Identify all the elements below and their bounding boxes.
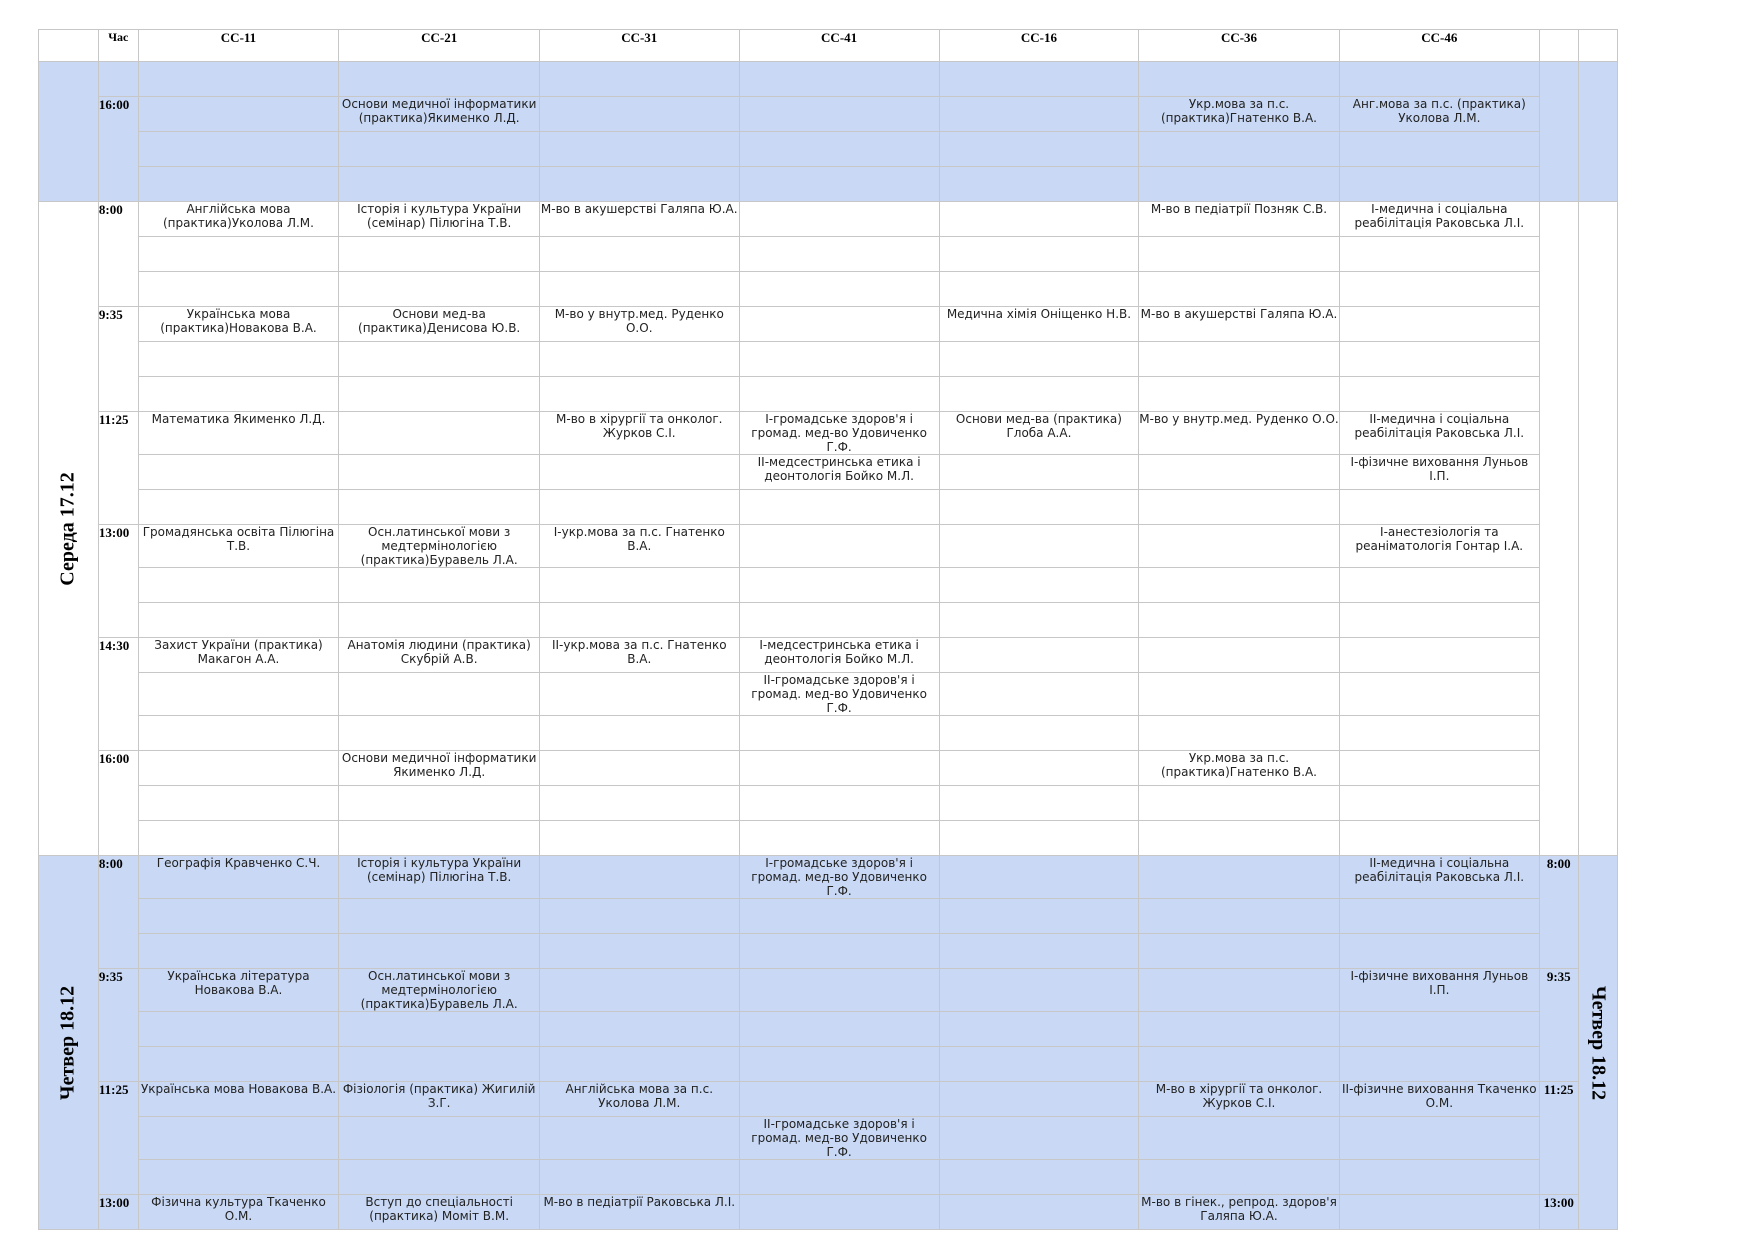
lesson-cell: Укр.мова за п.с. (практика)Гнатенко В.А.	[1139, 97, 1340, 132]
lesson-cell	[339, 1117, 540, 1160]
lesson-cell	[539, 603, 739, 638]
right-time-cell: 13:00	[1539, 1195, 1578, 1230]
lesson-cell	[339, 673, 540, 716]
lesson-cell	[138, 899, 339, 934]
day-cell	[39, 856, 99, 1230]
schedule-row	[39, 638, 1618, 673]
lesson-cell: Осн.латинської мови з медтермінологією (практика)Буравель Л.А.	[339, 525, 540, 568]
lesson-cell	[138, 934, 339, 969]
time-cell: 8:00	[98, 202, 138, 307]
lesson-cell	[739, 342, 939, 377]
lesson-cell: І-анестезіологія та реаніматологія Гонтар І.А.	[1339, 525, 1539, 568]
lesson-cell	[739, 202, 939, 237]
lesson-cell	[339, 132, 540, 167]
lesson-cell: ІІ-медсестринська етика і деонтологія Бойко М.Л.	[739, 455, 939, 490]
day-label: Середа 17.12	[56, 471, 79, 586]
schedule-row	[39, 97, 1618, 132]
schedule-row	[39, 786, 1618, 821]
lesson-cell	[539, 716, 739, 751]
lesson-cell	[539, 455, 739, 490]
lesson-cell	[339, 568, 540, 603]
lesson-cell: Українська мова (практика)Новакова В.А.	[138, 307, 339, 342]
right-day-cell	[1578, 856, 1617, 1230]
lesson-cell	[1139, 856, 1340, 899]
schedule-row	[39, 603, 1618, 638]
lesson-cell	[339, 716, 540, 751]
group-header: СС-46	[1339, 30, 1539, 62]
lesson-cell	[739, 1160, 939, 1195]
lesson-cell	[539, 1047, 739, 1082]
lesson-cell	[739, 821, 939, 856]
lesson-cell	[138, 1012, 339, 1047]
lesson-cell: ІІ-громадське здоров'я і громад. мед-во Удовиченко Г.Ф.	[739, 1117, 939, 1160]
schedule-row	[39, 1047, 1618, 1082]
lesson-cell: Укр.мова за п.с. (практика)Гнатенко В.А.	[1139, 751, 1340, 786]
time-cell: 14:30	[98, 638, 138, 751]
lesson-cell: Фізична культура Ткаченко О.М.	[138, 1195, 339, 1230]
group-header: СС-36	[1139, 30, 1340, 62]
time-cell: 13:00	[98, 1195, 138, 1230]
schedule-row	[39, 934, 1618, 969]
right-time-cell: 9:35	[1539, 969, 1578, 1082]
lesson-cell	[939, 1117, 1139, 1160]
schedule-row	[39, 525, 1618, 568]
lesson-cell	[739, 272, 939, 307]
lesson-cell	[739, 97, 939, 132]
lesson-cell	[939, 525, 1139, 568]
lesson-cell	[1339, 716, 1539, 751]
lesson-cell	[1139, 934, 1340, 969]
lesson-cell	[138, 1047, 339, 1082]
lesson-cell	[339, 342, 540, 377]
lesson-cell: Основи медичної інформатики Якименко Л.Д.	[339, 751, 540, 786]
lesson-cell	[939, 716, 1139, 751]
lesson-cell	[1139, 525, 1340, 568]
header-row	[39, 30, 1618, 62]
lesson-cell: Фізіологія (практика) Жигилій З.Г.	[339, 1082, 540, 1117]
lesson-cell	[939, 1082, 1139, 1117]
lesson-cell	[1339, 603, 1539, 638]
lesson-cell: Основи мед-ва (практика)Денисова Ю.В.	[339, 307, 540, 342]
lesson-cell	[339, 786, 540, 821]
schedule-row	[39, 132, 1618, 167]
schedule-row	[39, 1082, 1618, 1117]
schedule-row	[39, 237, 1618, 272]
lesson-cell	[1139, 568, 1340, 603]
lesson-cell	[939, 62, 1139, 97]
schedule-row	[39, 62, 1618, 97]
lesson-cell	[939, 856, 1139, 899]
lesson-cell	[1139, 638, 1340, 673]
schedule-row	[39, 1117, 1618, 1160]
lesson-cell	[539, 969, 739, 1012]
lesson-cell	[939, 568, 1139, 603]
lesson-cell	[1139, 167, 1340, 202]
lesson-cell: І-громадське здоров'я і громад. мед-во Удовиченко Г.Ф.	[739, 412, 939, 455]
lesson-cell	[739, 490, 939, 525]
schedule-row	[39, 568, 1618, 603]
lesson-cell	[1139, 1012, 1340, 1047]
header-right-day	[1578, 30, 1617, 62]
schedule-row	[39, 490, 1618, 525]
lesson-cell	[539, 1117, 739, 1160]
lesson-cell	[939, 342, 1139, 377]
lesson-cell	[739, 603, 939, 638]
lesson-cell	[1139, 272, 1340, 307]
lesson-cell: ІІ-медична і соціальна реабілітація Раковська Л.І.	[1339, 856, 1539, 899]
schedule-row	[39, 202, 1618, 237]
lesson-cell	[339, 821, 540, 856]
lesson-cell	[539, 934, 739, 969]
lesson-cell	[339, 899, 540, 934]
lesson-cell	[939, 1195, 1139, 1230]
lesson-cell	[939, 455, 1139, 490]
lesson-cell	[939, 638, 1139, 673]
lesson-cell	[739, 1012, 939, 1047]
lesson-cell	[1339, 272, 1539, 307]
lesson-cell	[539, 132, 739, 167]
lesson-cell: Анг.мова за п.с. (практика) Уколова Л.М.	[1339, 97, 1539, 132]
lesson-cell	[1139, 342, 1340, 377]
lesson-cell	[539, 1160, 739, 1195]
time-cell: 16:00	[98, 751, 138, 856]
lesson-cell	[739, 568, 939, 603]
lesson-cell: І-громадське здоров'я і громад. мед-во Удовиченко Г.Ф.	[739, 856, 939, 899]
lesson-cell	[539, 342, 739, 377]
lesson-cell	[1339, 377, 1539, 412]
lesson-cell	[739, 377, 939, 412]
lesson-cell	[1339, 490, 1539, 525]
lesson-cell	[138, 342, 339, 377]
lesson-cell	[339, 1012, 540, 1047]
group-header: СС-16	[939, 30, 1139, 62]
lesson-cell: Математика Якименко Л.Д.	[138, 412, 339, 455]
lesson-cell	[539, 568, 739, 603]
lesson-cell	[739, 716, 939, 751]
lesson-cell	[138, 1117, 339, 1160]
lesson-cell	[1139, 1047, 1340, 1082]
lesson-cell	[939, 934, 1139, 969]
lesson-cell: Громадянська освіта Пілюгіна Т.В.	[138, 525, 339, 568]
schedule-table	[38, 29, 1618, 1230]
header-right-hour	[1539, 30, 1578, 62]
lesson-cell	[939, 202, 1139, 237]
schedule-row	[39, 856, 1618, 899]
group-header: СС-41	[739, 30, 939, 62]
lesson-cell: Основи медичної інформатики (практика)Якименко Л.Д.	[339, 97, 540, 132]
lesson-cell	[939, 899, 1139, 934]
lesson-cell	[1339, 1047, 1539, 1082]
lesson-cell: М-во в акушерстві Галяпа Ю.А.	[539, 202, 739, 237]
right-day-cell	[1578, 62, 1617, 202]
lesson-cell	[939, 1160, 1139, 1195]
lesson-cell	[1339, 786, 1539, 821]
lesson-cell	[138, 716, 339, 751]
lesson-cell	[539, 821, 739, 856]
lesson-cell	[539, 751, 739, 786]
schedule-row	[39, 899, 1618, 934]
lesson-cell	[539, 167, 739, 202]
right-time-cell	[1539, 202, 1578, 856]
schedule-row	[39, 821, 1618, 856]
lesson-cell	[1139, 237, 1340, 272]
schedule-row	[39, 272, 1618, 307]
lesson-cell	[138, 272, 339, 307]
right-time-cell: 8:00	[1539, 856, 1578, 969]
schedule-row	[39, 1012, 1618, 1047]
schedule-row	[39, 1195, 1618, 1230]
lesson-cell	[1139, 673, 1340, 716]
lesson-cell	[939, 673, 1139, 716]
lesson-cell	[1339, 132, 1539, 167]
lesson-cell	[339, 412, 540, 455]
lesson-cell: ІІ-укр.мова за п.с. Гнатенко В.А.	[539, 638, 739, 673]
lesson-cell	[539, 377, 739, 412]
time-cell-empty	[98, 62, 138, 97]
lesson-cell	[539, 786, 739, 821]
lesson-cell	[1339, 62, 1539, 97]
lesson-cell	[339, 1047, 540, 1082]
lesson-cell: Географія Кравченко С.Ч.	[138, 856, 339, 899]
day-cell	[39, 202, 99, 856]
lesson-cell	[539, 490, 739, 525]
lesson-cell	[1339, 342, 1539, 377]
lesson-cell	[1139, 821, 1340, 856]
lesson-cell	[1139, 132, 1340, 167]
lesson-cell	[539, 272, 739, 307]
lesson-cell	[1339, 638, 1539, 673]
lesson-cell	[1139, 490, 1340, 525]
lesson-cell: М-во у внутр.мед. Руденко О.О.	[539, 307, 739, 342]
lesson-cell: Українська література Новакова В.А.	[138, 969, 339, 1012]
lesson-cell	[1139, 1117, 1340, 1160]
schedule-row	[39, 167, 1618, 202]
lesson-cell	[1139, 62, 1340, 97]
right-time-cell: 11:25	[1539, 1082, 1578, 1195]
lesson-cell: Англійська мова за п.с. Уколова Л.М.	[539, 1082, 739, 1117]
lesson-cell	[1139, 969, 1340, 1012]
lesson-cell	[739, 525, 939, 568]
lesson-cell	[1339, 1195, 1539, 1230]
lesson-cell	[1139, 455, 1340, 490]
schedule-row	[39, 307, 1618, 342]
lesson-cell	[539, 237, 739, 272]
lesson-cell	[1339, 821, 1539, 856]
time-cell: 13:00	[98, 525, 138, 638]
lesson-cell: М-во у внутр.мед. Руденко О.О.	[1139, 412, 1340, 455]
lesson-cell	[1139, 786, 1340, 821]
lesson-cell	[539, 856, 739, 899]
lesson-cell	[339, 167, 540, 202]
lesson-cell: М-во в хірургії та онколог. Журков С.І.	[539, 412, 739, 455]
schedule-row	[39, 377, 1618, 412]
schedule-row	[39, 455, 1618, 490]
time-cell: 9:35	[98, 307, 138, 412]
lesson-cell: ІІ-фізичне виховання Ткаченко О.М.	[1339, 1082, 1539, 1117]
lesson-cell	[138, 786, 339, 821]
lesson-cell	[739, 1082, 939, 1117]
lesson-cell: М-во в акушерстві Галяпа Ю.А.	[1139, 307, 1340, 342]
schedule-row	[39, 751, 1618, 786]
lesson-cell	[539, 899, 739, 934]
lesson-cell	[138, 821, 339, 856]
lesson-cell	[339, 62, 540, 97]
lesson-cell	[1139, 716, 1340, 751]
lesson-cell	[138, 97, 339, 132]
header-corner	[39, 30, 99, 62]
lesson-cell: І-укр.мова за п.с. Гнатенко В.А.	[539, 525, 739, 568]
lesson-cell	[739, 62, 939, 97]
schedule-row	[39, 412, 1618, 455]
lesson-cell: М-во в гінек., репрод. здоров'я Галяпа Ю.А.	[1139, 1195, 1340, 1230]
lesson-cell	[939, 786, 1139, 821]
lesson-cell: ІІ-громадське здоров'я і громад. мед-во Удовиченко Г.Ф.	[739, 673, 939, 716]
lesson-cell	[138, 455, 339, 490]
lesson-cell: Основи мед-ва (практика) Глоба А.А.	[939, 412, 1139, 455]
lesson-cell: М-во в хірургії та онколог. Журков С.І.	[1139, 1082, 1340, 1117]
lesson-cell	[739, 132, 939, 167]
lesson-cell	[1339, 237, 1539, 272]
lesson-cell	[138, 167, 339, 202]
lesson-cell	[138, 132, 339, 167]
hour-header: Час	[98, 30, 138, 62]
lesson-cell	[138, 237, 339, 272]
lesson-cell	[539, 1012, 739, 1047]
lesson-cell	[939, 272, 1139, 307]
lesson-cell	[939, 237, 1139, 272]
lesson-cell	[138, 490, 339, 525]
group-header: СС-11	[138, 30, 339, 62]
lesson-cell	[1139, 1160, 1340, 1195]
lesson-cell: І-фізичне виховання Луньов І.П.	[1339, 969, 1539, 1012]
lesson-cell	[739, 899, 939, 934]
schedule-row	[39, 969, 1618, 1012]
lesson-cell: Медична хімія Оніщенко Н.В.	[939, 307, 1139, 342]
lesson-cell	[1339, 751, 1539, 786]
lesson-cell	[1339, 568, 1539, 603]
lesson-cell	[1339, 1117, 1539, 1160]
lesson-cell	[1339, 307, 1539, 342]
lesson-cell	[739, 969, 939, 1012]
lesson-cell	[339, 237, 540, 272]
lesson-cell: ІІ-медична і соціальна реабілітація Раковська Л.І.	[1339, 412, 1539, 455]
lesson-cell	[939, 490, 1139, 525]
right-time-cell	[1539, 62, 1578, 202]
lesson-cell	[1339, 934, 1539, 969]
lesson-cell: Вступ до спеціальності (практика) Моміт В.М.	[339, 1195, 540, 1230]
schedule-row	[39, 342, 1618, 377]
lesson-cell: Анатомія людини (практика) Скубрій А.В.	[339, 638, 540, 673]
lesson-cell	[138, 62, 339, 97]
lesson-cell	[138, 377, 339, 412]
lesson-cell	[739, 934, 939, 969]
lesson-cell	[138, 1160, 339, 1195]
schedule-sheet	[38, 29, 1618, 1223]
lesson-cell	[1139, 377, 1340, 412]
lesson-cell	[339, 377, 540, 412]
lesson-cell	[539, 97, 739, 132]
group-header: СС-31	[539, 30, 739, 62]
lesson-cell	[339, 603, 540, 638]
lesson-cell	[939, 603, 1139, 638]
lesson-cell	[739, 786, 939, 821]
schedule-row	[39, 1160, 1618, 1195]
lesson-cell	[939, 751, 1139, 786]
time-cell: 11:25	[98, 412, 138, 525]
lesson-cell	[1339, 1160, 1539, 1195]
lesson-cell	[339, 934, 540, 969]
lesson-cell: М-во в педіатрії Раковська Л.І.	[539, 1195, 739, 1230]
lesson-cell	[1339, 673, 1539, 716]
lesson-cell	[138, 751, 339, 786]
lesson-cell	[739, 237, 939, 272]
time-cell: 16:00	[98, 97, 138, 202]
lesson-cell	[539, 62, 739, 97]
lesson-cell	[939, 167, 1139, 202]
time-cell: 8:00	[98, 856, 138, 969]
lesson-cell	[339, 455, 540, 490]
lesson-cell	[1339, 167, 1539, 202]
group-header: СС-21	[339, 30, 540, 62]
lesson-cell	[939, 97, 1139, 132]
lesson-cell	[739, 751, 939, 786]
lesson-cell	[539, 673, 739, 716]
lesson-cell	[339, 1160, 540, 1195]
lesson-cell	[1139, 603, 1340, 638]
lesson-cell: І-фізичне виховання Луньов І.П.	[1339, 455, 1539, 490]
schedule-row	[39, 673, 1618, 716]
lesson-cell	[939, 132, 1139, 167]
lesson-cell: М-во в педіатрії Позняк С.В.	[1139, 202, 1340, 237]
lesson-cell: Історія і культура України (семінар) Пілюгіна Т.В.	[339, 856, 540, 899]
lesson-cell	[739, 167, 939, 202]
lesson-cell	[339, 272, 540, 307]
day-label-right: Четвер 18.12	[1587, 985, 1610, 1100]
lesson-cell	[1339, 1012, 1539, 1047]
lesson-cell	[339, 490, 540, 525]
lesson-cell	[939, 377, 1139, 412]
time-cell: 11:25	[98, 1082, 138, 1195]
lesson-cell	[939, 969, 1139, 1012]
lesson-cell	[939, 821, 1139, 856]
lesson-cell: Історія і культура України (семінар) Пілюгіна Т.В.	[339, 202, 540, 237]
lesson-cell	[739, 1195, 939, 1230]
lesson-cell	[739, 307, 939, 342]
lesson-cell	[138, 673, 339, 716]
lesson-cell	[1139, 899, 1340, 934]
lesson-cell	[939, 1047, 1139, 1082]
lesson-cell: Осн.латинської мови з медтермінологією (практика)Буравель Л.А.	[339, 969, 540, 1012]
right-day-cell	[1578, 202, 1617, 856]
day-cell-prev	[39, 62, 99, 202]
lesson-cell	[138, 603, 339, 638]
lesson-cell: Українська мова Новакова В.А.	[138, 1082, 339, 1117]
lesson-cell	[1339, 899, 1539, 934]
lesson-cell: І-медична і соціальна реабілітація Раковська Л.І.	[1339, 202, 1539, 237]
lesson-cell: Захист України (практика) Макагон А.А.	[138, 638, 339, 673]
lesson-cell: Англійська мова (практика)Уколова Л.М.	[138, 202, 339, 237]
lesson-cell	[739, 1047, 939, 1082]
day-label: Четвер 18.12	[56, 985, 79, 1100]
lesson-cell: І-медсестринська етика і деонтологія Бойко М.Л.	[739, 638, 939, 673]
lesson-cell	[939, 1012, 1139, 1047]
lesson-cell	[138, 568, 339, 603]
schedule-row	[39, 716, 1618, 751]
time-cell: 9:35	[98, 969, 138, 1082]
